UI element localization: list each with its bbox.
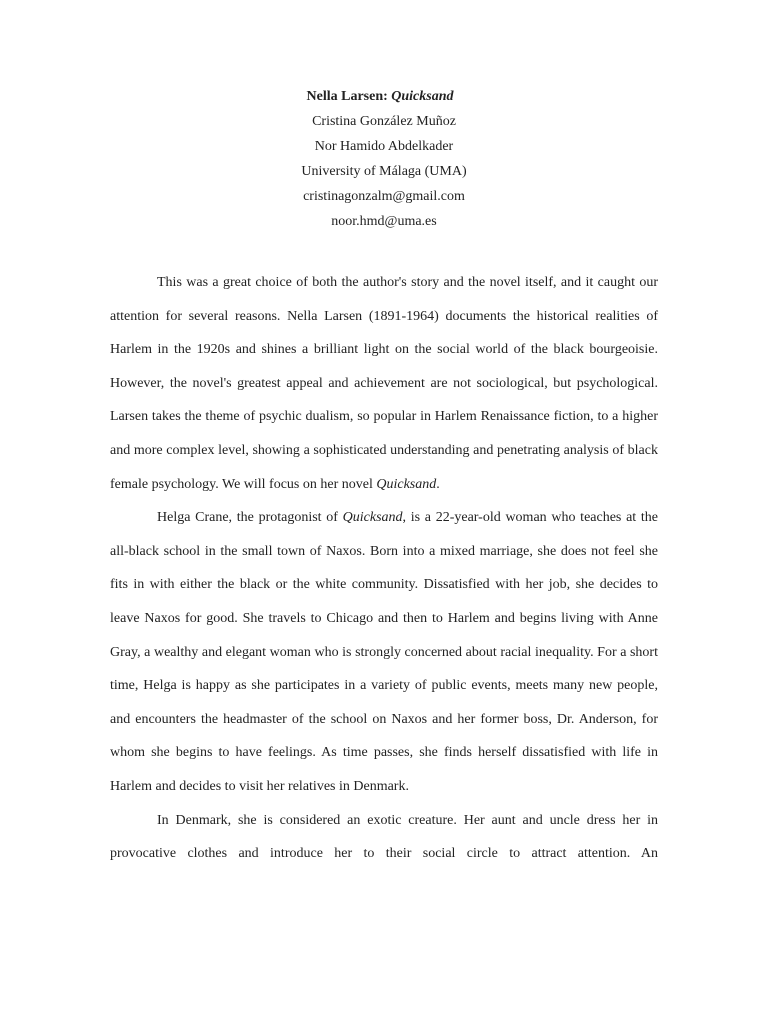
paragraph-3 [110,804,658,871]
title-author: Nella Larsen: [306,89,392,104]
email-2: noor.hmd@uma.es [331,214,437,229]
author-name-1: Cristina González Muñoz [312,114,456,129]
paragraph-1-text: This was a great choice of both the author's story and the novel itself, and it caught our attention for several reasons. Nella Larsen (1891-1964) documents the historical realities of Harlem in the 1920s and shines a brilliant light on the social world of the black bourgeoisie. However, the novel's greatest appeal and achievement are not sociological, but psychological. Larsen takes the theme of psychic dualism, so popular in Harlem Renaissance fiction, to a higher and more complex level, showing a sophisticated understanding and penetrating analysis of black female psychology. We will focus on her novel [110,275,658,492]
title-work: Quicksand [391,89,454,104]
paragraph-1 [110,266,658,501]
paragraph-2-start: Helga Crane, the protagonist of [157,510,343,526]
paragraph-2-rest: , is a 22-year-old woman who teaches at the all-black school in the small town of Naxos. Born into a mixed marriage, she does not feel she fits in with either the black or the white community. Dissatisfied with her job, she decides to leave Naxos for good. She travels to Chicago and then to Harlem and begins living with Anne Gray, a wealthy and elegant woman who is strongly concerned about racial inequality. For a short time, Helga is happy as she participates in a variety of public events, meets many new people, and encounters the headmaster of the school on Naxos and her former boss, Dr. Anderson, for whom she begins to have feelings. As time passes, she finds herself dissatisfied with life in Harlem and decides to visit her relatives in Denmark. [110,510,658,794]
author-name-2: Nor Hamido Abdelkader [314,139,454,154]
affiliation: University of Málaga (UMA) [301,164,467,179]
paragraph-2-work-title: Quicksand [342,510,403,526]
paragraph-1-end: . [436,476,440,492]
paragraph-2 [110,501,658,803]
document-title [0,84,768,109]
email-1: cristinagonzalm@gmail.com [303,189,465,204]
document-header [0,84,768,234]
document-body [110,266,658,871]
paragraph-1-work-title: Quicksand [376,476,437,492]
paragraph-3-text: In Denmark, she is considered an exotic creature. Her aunt and uncle dress her in provocative clothes and introduce her to their social circle to attract attention. An [110,812,658,862]
